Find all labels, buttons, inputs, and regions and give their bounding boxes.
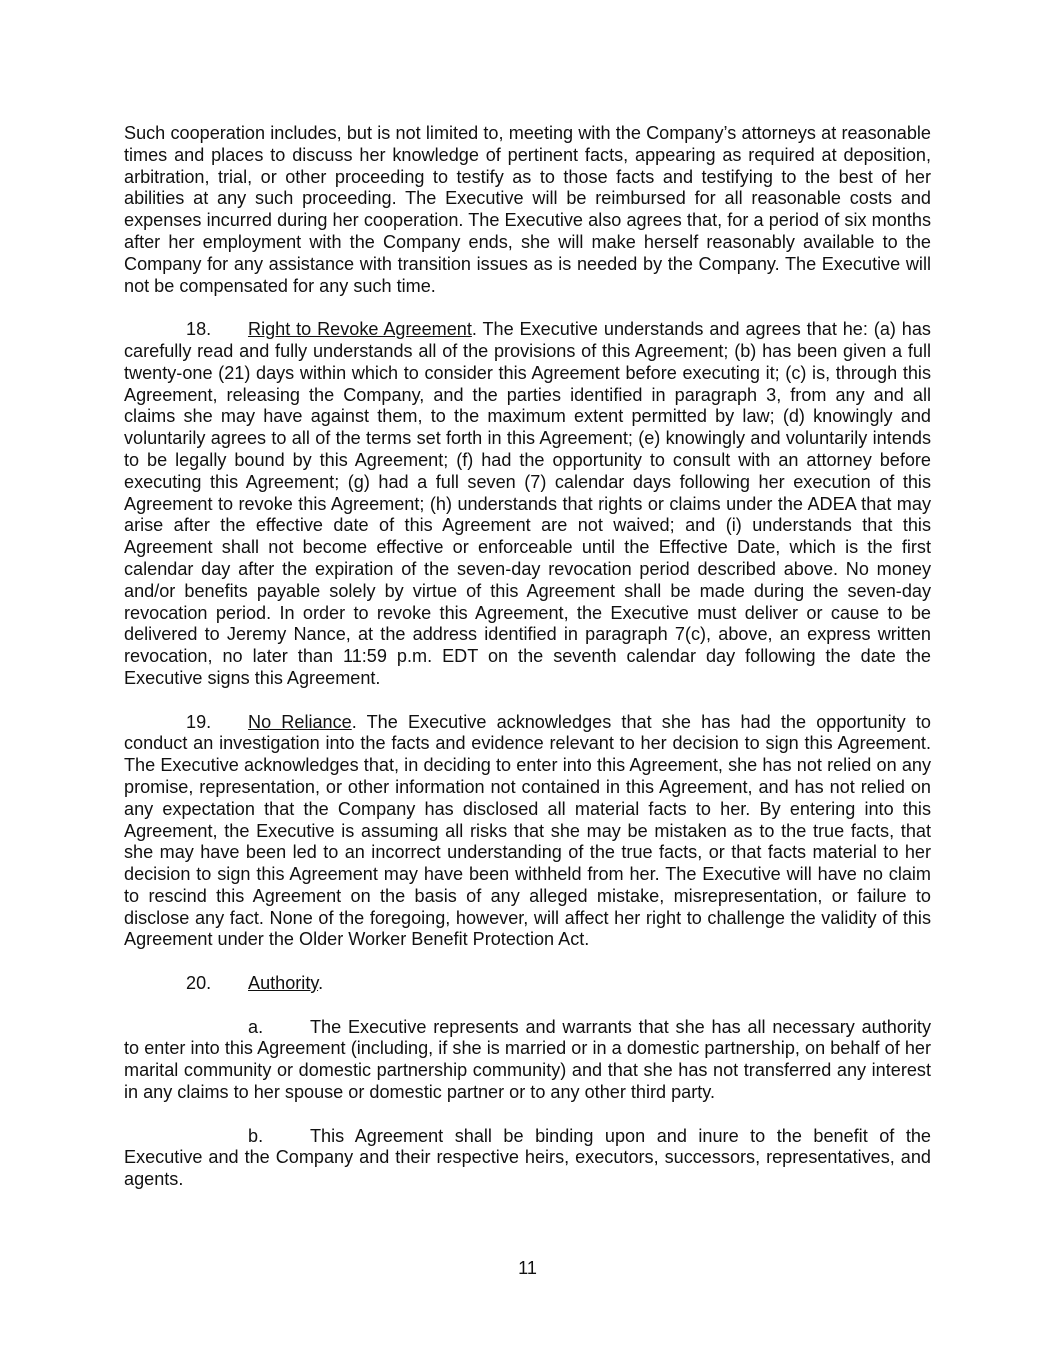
subsection-a (124, 1017, 931, 1104)
page-number: 11 (518, 1258, 537, 1278)
document-body (124, 123, 931, 1213)
section-heading: Right to Revoke Agreement (248, 319, 472, 340)
section-heading: No Reliance (248, 711, 352, 732)
subsection-body: This Agreement shall be binding upon and inure to the benefit of the Executive and the Company and their respective heirs, executors, successors, representatives, and agents. (124, 1125, 931, 1190)
subsection-body: The Executive represents and warrants that she has all necessary authority to enter into this Agreement (including, if she is married or in a domestic partnership, on behalf of her marital community or domestic partnership community) and that she has not transferred any interest in any claims to her spouse or domestic partner or to any other third party. (124, 1016, 931, 1103)
section-19 (124, 712, 931, 952)
section-number: 20. (186, 973, 212, 994)
section-body: . The Executive acknowledges that she has had the opportunity to conduct an investigation into the facts and evidence relevant to her decision to sign this Agreement. The Executive acknowledges that, in deciding to enter into this Agreement, she has not relied on any promise, representation, or other information not contained in this Agreement, and has not relied on any expectation that the Company has disclosed all material facts to her. By entering into this Agreement, the Executive is assuming all risks that she may be mistaken as to the true facts, that she may have been led to an incorrect understanding of the true facts, or that facts material to her decision to sign this Agreement may have been withheld from her. The Executive will have no claim to rescind this Agreement on the basis of any alleged mistake, misrepresentation, or failure to disclose any fact. None of the foregoing, however, will affect her right to challenge the validity of this Agreement under the Older Worker Benefit Protection Act. (124, 711, 931, 950)
section-18 (124, 319, 931, 690)
section-body: . (318, 973, 324, 994)
subsection-letter: b. (248, 1125, 264, 1146)
section-heading: Authority (248, 973, 319, 994)
subsection-letter: a. (248, 1016, 264, 1037)
subsection-b (124, 1126, 931, 1191)
continuation-paragraph: Such cooperation includes, but is not limited to, meeting with the Company’s attorneys at reasonable times and places to discuss her knowledge of pertinent facts, appearing as required at deposition, arbitration, trial, or other proceeding to testify as to those facts and testifying to the best of her abilities at any such proceeding. The Executive will be reimbursed for all reasonable costs and expenses incurred during her cooperation. The Executive also agrees that, for a period of six months after her employment with the Company ends, she will make herself reasonably available to the Company for any assistance with transition issues as is needed by the Company. The Executive will not be compensated for any such time. (124, 123, 931, 296)
section-body: . The Executive understands and agrees that he: (a) has carefully read and fully understands all of the provisions of this Agreement; (b) has been given a full twenty-one (21) days within which to consider this Agreement before executing it; (c) is, through this Agreement, releasing the Company, and the parties identified in paragraph 3, from any and all claims she may have against them, to the maximum extent permitted by law; (d) knowingly and voluntarily agrees to all of the terms set forth in this Agreement; (e) knowingly and voluntarily intends to be legally bound by this Agreement; (f) had the opportunity to consult with an attorney before executing this Agreement; (g) had a full seven (7) calendar days following her execution of this Agreement to revoke this Agreement; (h) understands that rights or claims under the ADEA that may arise after the effective date of this Agreement are not waived; and (i) understands that this Agreement shall not become effective or enforceable until the Effective Date, which is the first calendar day after the expiration of the seven-day revocation period described above. No money and/or benefits payable solely by virtue of this Agreement shall be made during the seven-day revocation period. In order to revoke this Agreement, the Executive must deliver or cause to be delivered to Jeremy Nance, at the address identified in paragraph 7(c), above, an express written revocation, no later than 11:59 p.m. EDT on the seventh calendar day following the date the Executive signs this Agreement. (124, 319, 931, 688)
section-20 (124, 973, 931, 995)
section-number: 18. (186, 319, 212, 340)
section-number: 19. (186, 711, 212, 732)
